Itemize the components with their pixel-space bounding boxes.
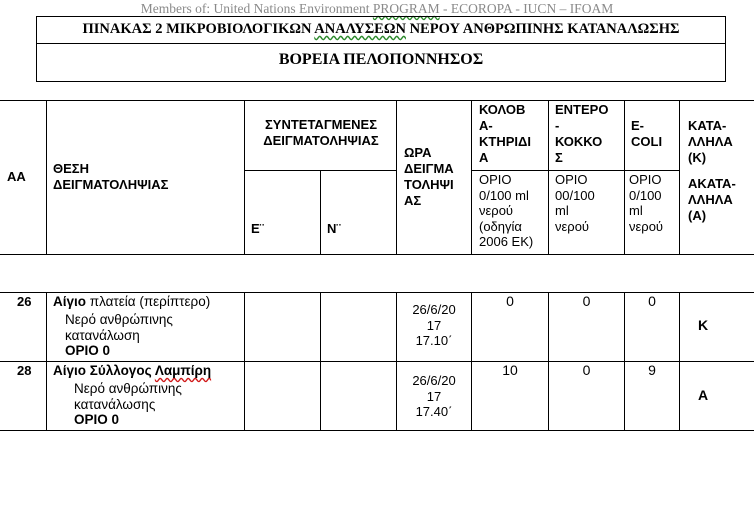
row-limit: ΟΡΙΟ 0 xyxy=(65,343,111,358)
row-ecoli: 9 xyxy=(648,362,656,378)
grid-line xyxy=(0,430,754,431)
row-date-line: 17 xyxy=(426,317,442,333)
header-coordinates xyxy=(246,117,396,149)
title-part-1: ΠΙΝΑΚΑΣ 2 ΜΙΚΡΟΒΙΟΛΟΓΙΚΩΝ xyxy=(82,21,315,37)
header-entero-limit xyxy=(555,172,595,234)
header-coliform xyxy=(479,102,531,166)
region-title: ΒΟΡΕΙΑ ΠΕΛΟΠΟΝΝΗΣΟΣ xyxy=(278,51,484,68)
header-suit-gap xyxy=(688,166,736,176)
limit-line: 2006 ΕΚ) xyxy=(479,234,534,249)
header-coord-e: Ε¨ xyxy=(251,221,264,236)
grid-line xyxy=(471,292,472,431)
grid-line xyxy=(46,292,47,431)
header-time-line: ΑΣ xyxy=(404,193,422,208)
header-location xyxy=(53,161,168,193)
row-place xyxy=(53,363,211,378)
grid-line xyxy=(244,100,245,255)
grid-line xyxy=(548,100,549,255)
header-coordinates-line: ΣΥΝΤΕΤΑΓΜΕΝΕΣ xyxy=(264,117,377,132)
row-coliform: 0 xyxy=(506,293,514,309)
limit-line: νερού xyxy=(555,218,590,234)
row-aa: 28 xyxy=(17,363,32,378)
header-suit-line: ΛΛΗΛΑ xyxy=(688,192,733,207)
header-enterococci xyxy=(555,102,608,166)
title-part-2: ΑΝΑΛΥΣΕΩΝ xyxy=(314,21,406,37)
title-box xyxy=(36,16,726,82)
header-coordinates-line: ΔΕΙΓΜΑΤΟΛΗΨΙΑΣ xyxy=(263,133,379,148)
header-entero-line: Σ xyxy=(555,150,563,165)
row-entero: 0 xyxy=(582,362,591,378)
row-time: 17.40΄ xyxy=(415,404,453,419)
header-coord-n: Ν¨ xyxy=(327,221,341,236)
header-coliform-line: Α- xyxy=(479,118,493,133)
grid-line xyxy=(679,100,680,255)
grid-line xyxy=(679,292,680,431)
header-ecoli-line: Ε- xyxy=(631,118,644,133)
header-coliform-line: ΚΤΗΡΙΔΙ xyxy=(479,134,531,149)
grid-line xyxy=(548,292,549,431)
header-suitability xyxy=(688,118,736,224)
table-title xyxy=(37,17,725,44)
row-verdict: Α xyxy=(697,387,709,403)
row-desc-line: κατανάλωση xyxy=(65,327,140,343)
row-verdict: Κ xyxy=(697,317,709,333)
header-time-line: ΩΡΑ xyxy=(404,145,432,160)
row-desc-line: κατανάλωσης xyxy=(74,396,156,412)
grid-line xyxy=(396,100,397,255)
header-entero-line: ΚΟΚΚΟ xyxy=(555,134,603,149)
row-date-line: 26/6/20 xyxy=(412,373,456,388)
grid-line xyxy=(46,100,47,255)
grid-line xyxy=(471,170,679,171)
header-suit-line: (Κ) xyxy=(688,150,707,165)
header-coliform-line: ΚΟΛΟΒ xyxy=(479,102,526,117)
row-place-town: Αίγιο xyxy=(53,294,87,309)
row-place-detail: Λαμπίρη xyxy=(154,363,212,378)
limit-line: ΟΡΙΟ xyxy=(555,172,588,187)
row-description xyxy=(65,312,173,359)
row-desc-line: Νερό ανθρώπινης xyxy=(74,381,182,396)
row-description xyxy=(74,381,182,428)
limit-line: 0/100 xyxy=(629,187,662,203)
members-suffix: - ECOROPA - IUCN – IFOAM xyxy=(439,1,614,16)
header-suit-line: ΛΛΗΛΑ xyxy=(688,134,733,149)
header-ecoli xyxy=(631,118,662,150)
limit-line: νερού xyxy=(629,218,664,234)
grid-line xyxy=(320,170,321,255)
row-datetime xyxy=(397,373,471,420)
header-ecoli-line: COLI xyxy=(631,134,663,149)
header-suit-line: ΚΑΤΑ- xyxy=(688,118,727,133)
header-location-line: ΔΕΙΓΜΑΤΟΛΗΨΙΑΣ xyxy=(53,177,169,192)
header-ecoli-limit xyxy=(629,172,663,234)
members-prefix: Members of: United Nations Environment xyxy=(140,1,373,16)
grid-line xyxy=(0,100,754,101)
row-place-detail: πλατεία (περίπτερο) xyxy=(86,294,211,309)
header-entero-line: ΕΝΤΕΡΟ xyxy=(555,102,609,117)
header-aa: ΑΑ xyxy=(7,169,26,184)
header-coliform-line: Α xyxy=(479,150,489,165)
grid-line xyxy=(244,292,245,431)
header-entero-line: - xyxy=(555,118,560,133)
row-desc-line: Νερό ανθρώπινης xyxy=(65,312,173,327)
header-time-line: ΤΟΛΗΨΙ xyxy=(404,177,454,192)
header-coliform-limit xyxy=(479,172,533,250)
row-date-line: 17 xyxy=(426,388,442,404)
row-coliform: 10 xyxy=(502,362,518,378)
row-place xyxy=(53,294,210,309)
header-suit-line: (Α) xyxy=(688,208,707,223)
grid-line xyxy=(320,292,321,431)
grid-line xyxy=(0,361,754,362)
row-entero: 0 xyxy=(582,293,591,309)
limit-line: ml xyxy=(555,203,569,218)
grid-line xyxy=(624,100,625,255)
header-time-line: ΔΕΙΓΜΑ xyxy=(404,161,454,176)
grid-line xyxy=(0,254,754,255)
header-suit-line: ΑΚΑΤΑ- xyxy=(688,176,736,191)
row-ecoli: 0 xyxy=(648,293,656,309)
header-time xyxy=(404,145,454,209)
grid-line xyxy=(0,292,754,293)
limit-line: ΟΡΙΟ xyxy=(629,172,662,187)
limit-line: 00/100 xyxy=(555,187,595,203)
limit-line: 0/100 ml xyxy=(479,187,529,203)
row-date-line: 26/6/20 xyxy=(412,302,456,317)
row-aa: 26 xyxy=(17,294,32,309)
members-program: PROGRAM xyxy=(372,1,440,16)
title-part-3: ΝΕΡΟΥ ΑΝΘΡΩΠΙΝΗΣ ΚΑΤΑΝΑΛΩΣΗΣ xyxy=(405,21,680,37)
grid-line xyxy=(624,292,625,431)
row-limit: ΟΡΙΟ 0 xyxy=(74,412,120,427)
limit-line: νερού xyxy=(479,203,514,218)
limit-line: (οδηγία xyxy=(479,218,522,234)
row-time: 17.10΄ xyxy=(415,333,453,348)
limit-line: ΟΡΙΟ xyxy=(479,172,512,187)
row-datetime xyxy=(397,302,471,349)
header-location-line: ΘΕΣΗ xyxy=(53,161,89,176)
row-place-town: Αίγιο Σύλλογος xyxy=(53,363,155,378)
members-banner xyxy=(0,1,754,17)
grid-line xyxy=(471,100,472,255)
limit-line: ml xyxy=(629,203,643,218)
